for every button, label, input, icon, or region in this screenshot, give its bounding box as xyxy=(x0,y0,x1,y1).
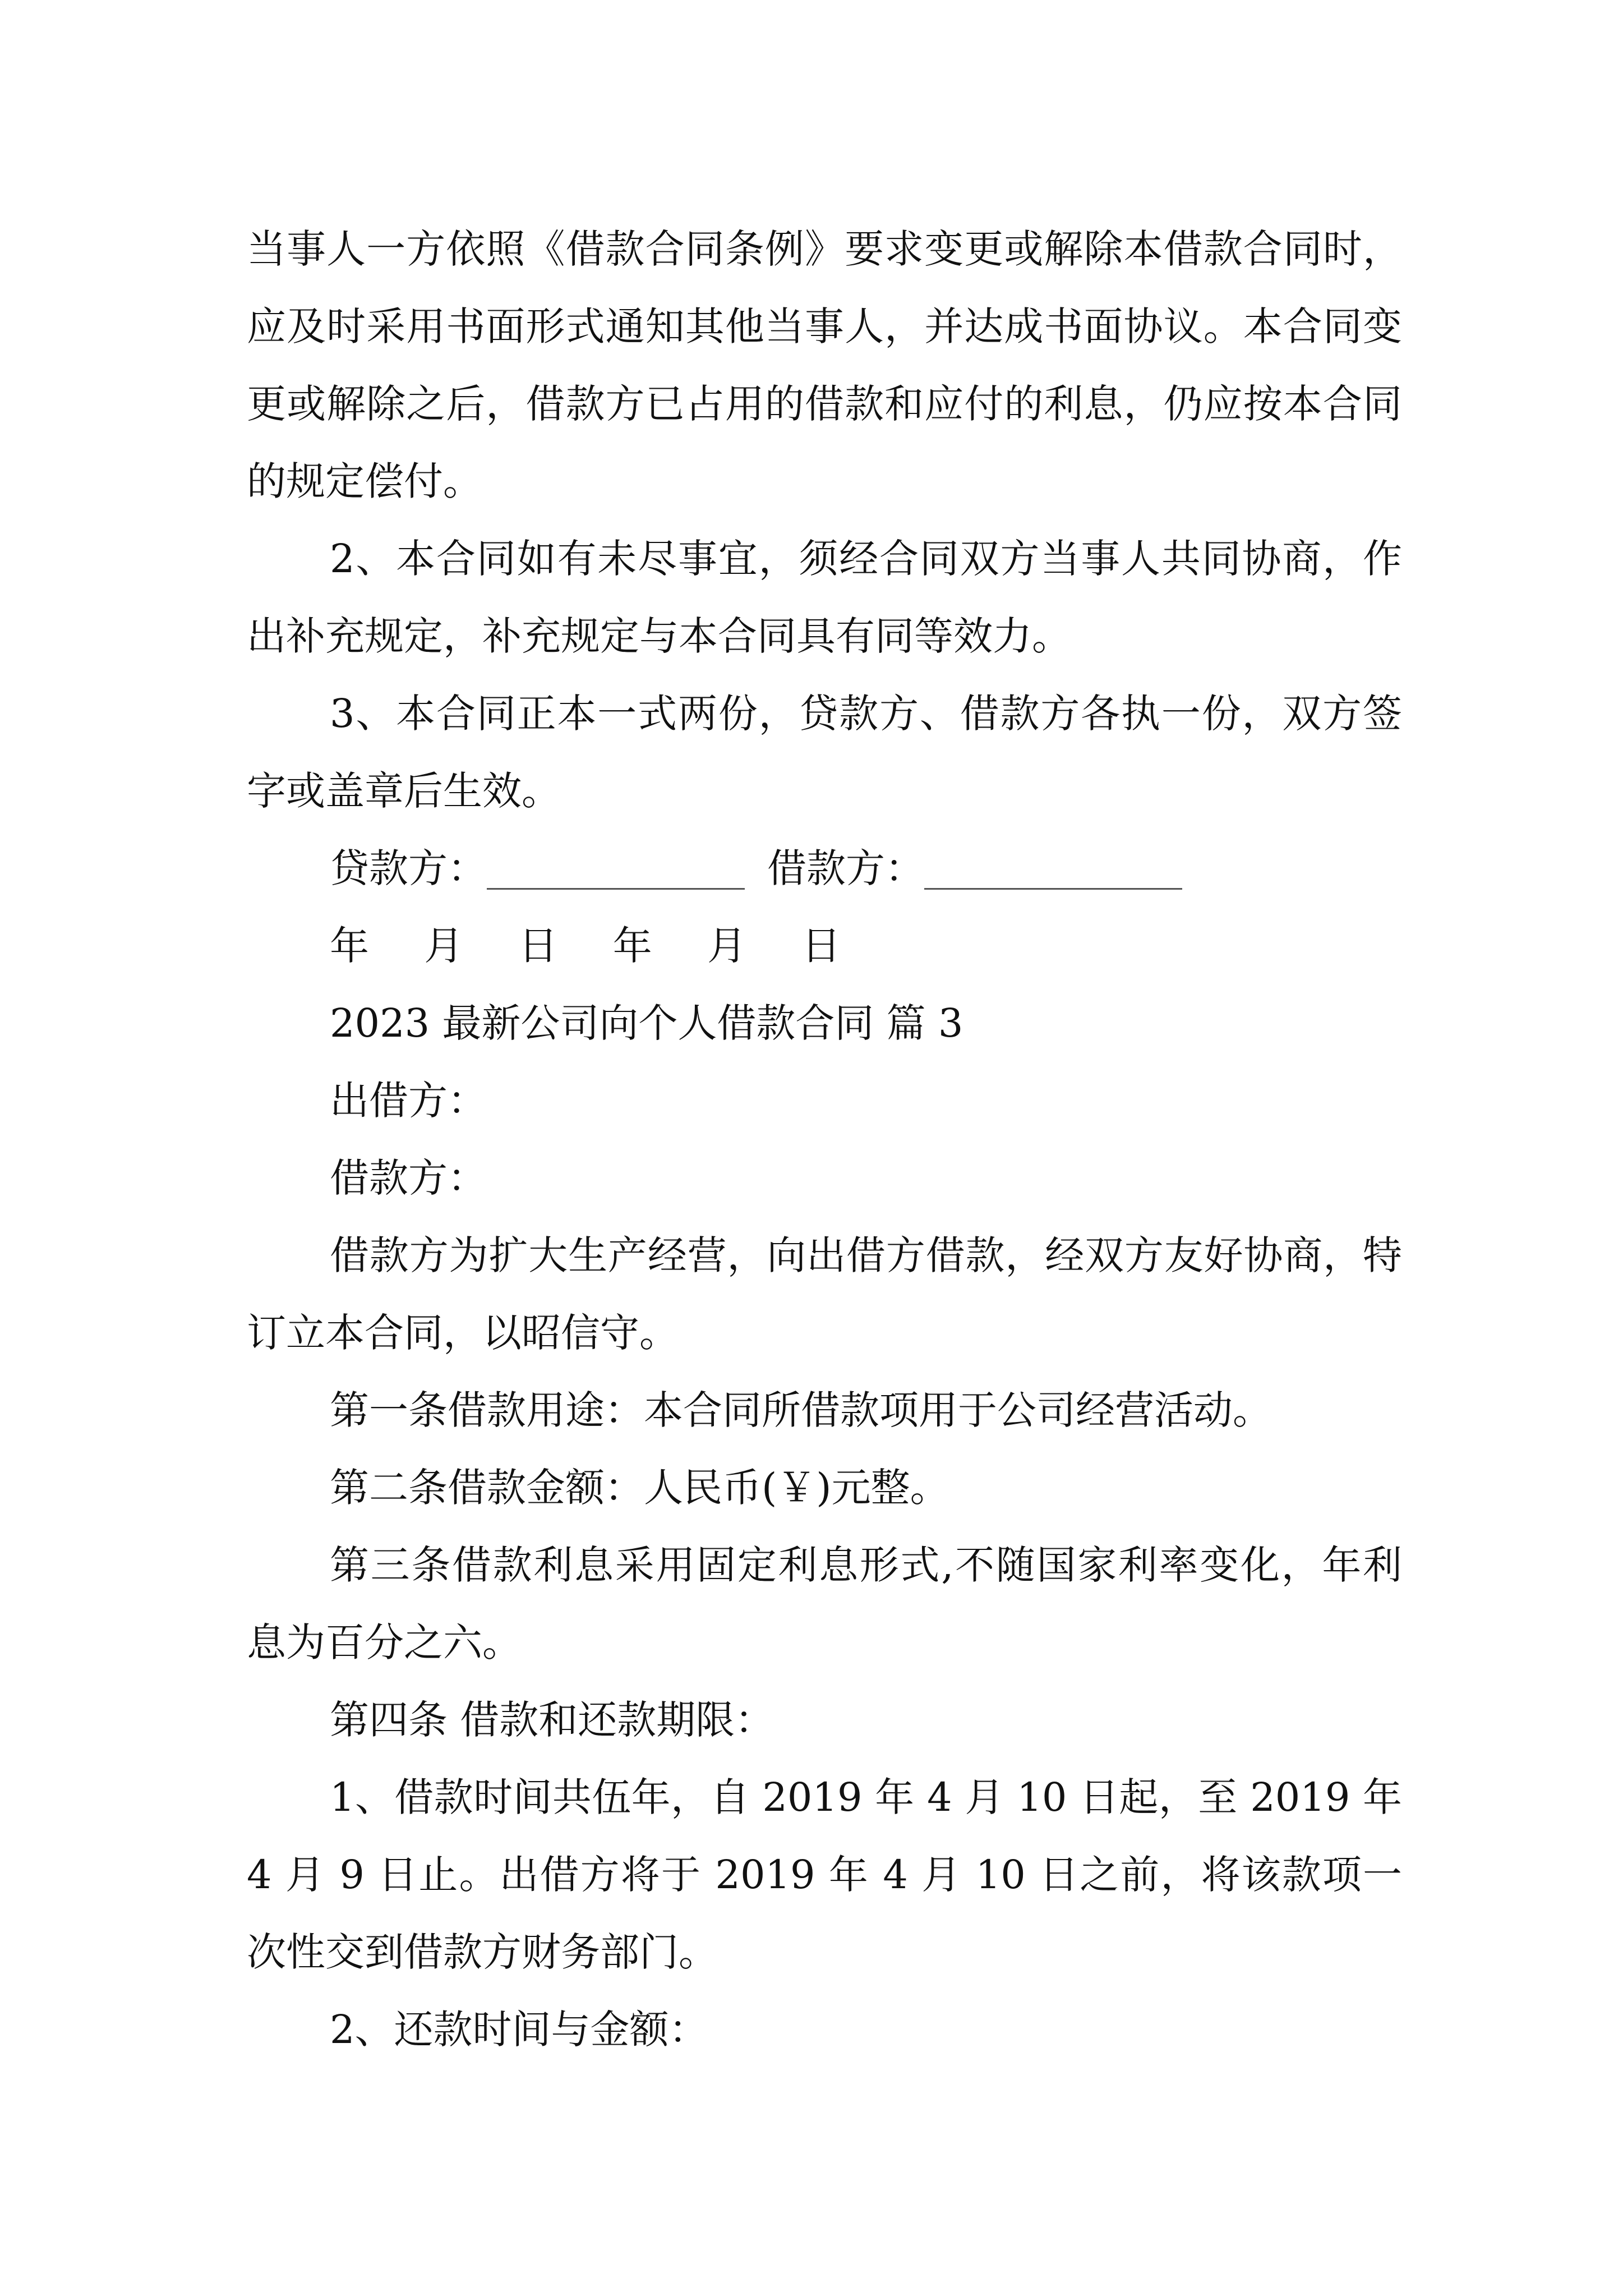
article-2: 第二条借款金额：人民币(￥)元整。 xyxy=(330,1465,949,1511)
signature-row xyxy=(247,830,1402,907)
paragraph-repayment: 2、还款时间与金额： xyxy=(330,2007,708,2053)
paragraph-loan-term: 1、借款时间共伍年，自 2019 年 4 月 10 日起，至 2019 年 4 月 9 日止。出借方将于 2019 年 4 月 10 日之前，将该款项一次性交到借款方财务部门。 xyxy=(247,1774,1402,1975)
lender-line: 出借方： xyxy=(330,1078,487,1124)
borrower-label: 借款方： xyxy=(767,845,924,891)
document-page xyxy=(247,210,1402,2068)
borrower-signature-blank xyxy=(924,855,1182,890)
section-title: 2023 最新公司向个人借款合同 篇 3 xyxy=(330,1000,963,1046)
borrower-line: 借款方： xyxy=(330,1155,487,1201)
lender-label: 贷款方： xyxy=(330,845,487,891)
article-1: 第一条借款用途：本合同所借款项用于公司经营活动。 xyxy=(330,1387,1272,1433)
article-4: 第四条 借款和还款期限： xyxy=(330,1697,774,1743)
date-row: 年 月 日 年 月 日 xyxy=(330,923,863,969)
paragraph-clause-2: 2、本合同如有未尽事宜，须经合同双方当事人共同协商，作出补充规定，补充规定与本合同具有同等效力。 xyxy=(247,536,1402,659)
lender-signature-blank xyxy=(487,855,745,890)
paragraph-clause-3: 3、本合同正本一式两份，贷款方、借款方各执一份，双方签字或盖章后生效。 xyxy=(247,691,1402,814)
article-3: 第三条借款利息采用固定利息形式,不随国家利率变化，年利息为百分之六。 xyxy=(247,1542,1402,1665)
paragraph-contract-change: 当事人一方依照《借款合同条例》要求变更或解除本借款合同时，应及时采用书面形式通知其他当事人，并达成书面协议。本合同变更或解除之后，借款方已占用的借款和应付的利息，仍应按本合同的规定偿付。 xyxy=(247,226,1402,504)
paragraph-preamble: 借款方为扩大生产经营，向出借方借款，经双方友好协商，特订立本合同，以昭信守。 xyxy=(247,1232,1402,1356)
